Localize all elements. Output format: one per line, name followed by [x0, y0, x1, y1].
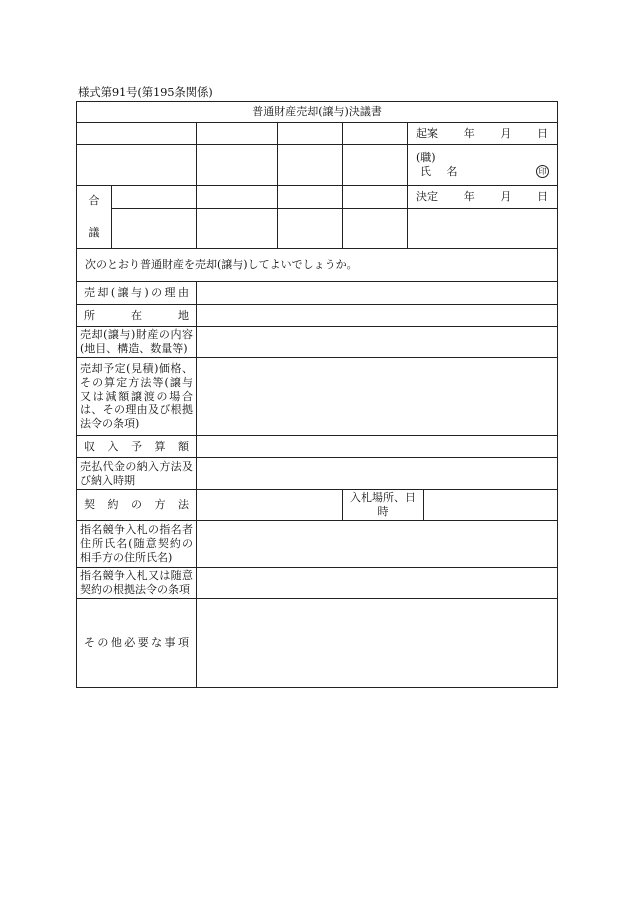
approval-stamp-box[interactable]	[278, 145, 343, 186]
legal-basis-field[interactable]	[197, 568, 558, 599]
drafted-date-field[interactable]: 起案 年 月 日	[408, 123, 558, 145]
approval-stamp-box[interactable]	[343, 123, 408, 145]
form-title: 普通財産売却(譲与)決議書	[77, 102, 558, 123]
price-label: 売却予定(見積)価格、その算定方法等(譲与又は減額譲渡の場合は、その理由及び根拠法令の条項)	[77, 358, 197, 436]
payment-method-field[interactable]	[197, 458, 558, 490]
consultation-stamp-box[interactable]	[343, 186, 408, 209]
property-contents-field[interactable]	[197, 327, 558, 358]
consultation-stamp-box[interactable]	[112, 186, 197, 209]
consultation-stamp-box[interactable]	[197, 209, 278, 249]
consultation-label: 合 議	[77, 186, 112, 249]
decided-date-field[interactable]: 決定 年 月 日	[408, 186, 558, 209]
approval-stamp-box[interactable]	[77, 123, 197, 145]
bid-place-field[interactable]	[424, 490, 558, 521]
approval-stamp-box[interactable]	[343, 145, 408, 186]
revenue-budget-field[interactable]	[197, 436, 558, 458]
approval-stamp-box[interactable]	[197, 145, 278, 186]
reason-label: 売 却 ( 譲 与 ) の 理 由	[77, 282, 197, 305]
decision-remarks-box[interactable]	[408, 209, 558, 249]
contract-method-field[interactable]	[197, 490, 343, 521]
approval-stamp-box[interactable]	[77, 145, 197, 186]
revenue-budget-label: 収 入 予 算 額	[77, 436, 197, 458]
contract-method-label: 契 約 の 方 法	[77, 490, 197, 521]
drafter-name-field[interactable]: (職) 氏 名 印	[408, 145, 558, 186]
payment-method-label: 売払代金の納入方法及び納入時期	[77, 458, 197, 490]
location-field[interactable]	[197, 305, 558, 327]
seal-icon: 印	[536, 165, 549, 178]
position-label: (職)	[416, 151, 436, 165]
approval-stamp-box[interactable]	[278, 123, 343, 145]
other-matters-label: そ の 他 必 要 な 事 項	[77, 599, 197, 688]
form-number-label: 様式第91号(第195条関係)	[78, 85, 213, 99]
instruction-text: 次のとおり普通財産を売却(譲与)してよいでしょうか。	[77, 249, 558, 282]
approval-stamp-box[interactable]	[197, 123, 278, 145]
reason-field[interactable]	[197, 282, 558, 305]
property-contents-label: 売却(譲与)財産の内容(地目、構造、数量等)	[77, 327, 197, 358]
consultation-stamp-box[interactable]	[278, 209, 343, 249]
nominee-label: 指名競争入札の指名者住所氏名(随意契約の相手方の住所氏名)	[77, 521, 197, 568]
nominee-field[interactable]	[197, 521, 558, 568]
consultation-stamp-box[interactable]	[278, 186, 343, 209]
decision-form-table	[76, 101, 558, 688]
other-matters-field[interactable]	[197, 599, 558, 688]
consultation-stamp-box[interactable]	[197, 186, 278, 209]
price-field[interactable]	[197, 358, 558, 436]
consultation-stamp-box[interactable]	[112, 209, 197, 249]
location-label: 所 在 地	[77, 305, 197, 327]
bid-place-label: 入札場所、日時	[343, 490, 424, 521]
legal-basis-label: 指名競争入札又は随意契約の根拠法令の条項	[77, 568, 197, 599]
consultation-stamp-box[interactable]	[343, 209, 408, 249]
